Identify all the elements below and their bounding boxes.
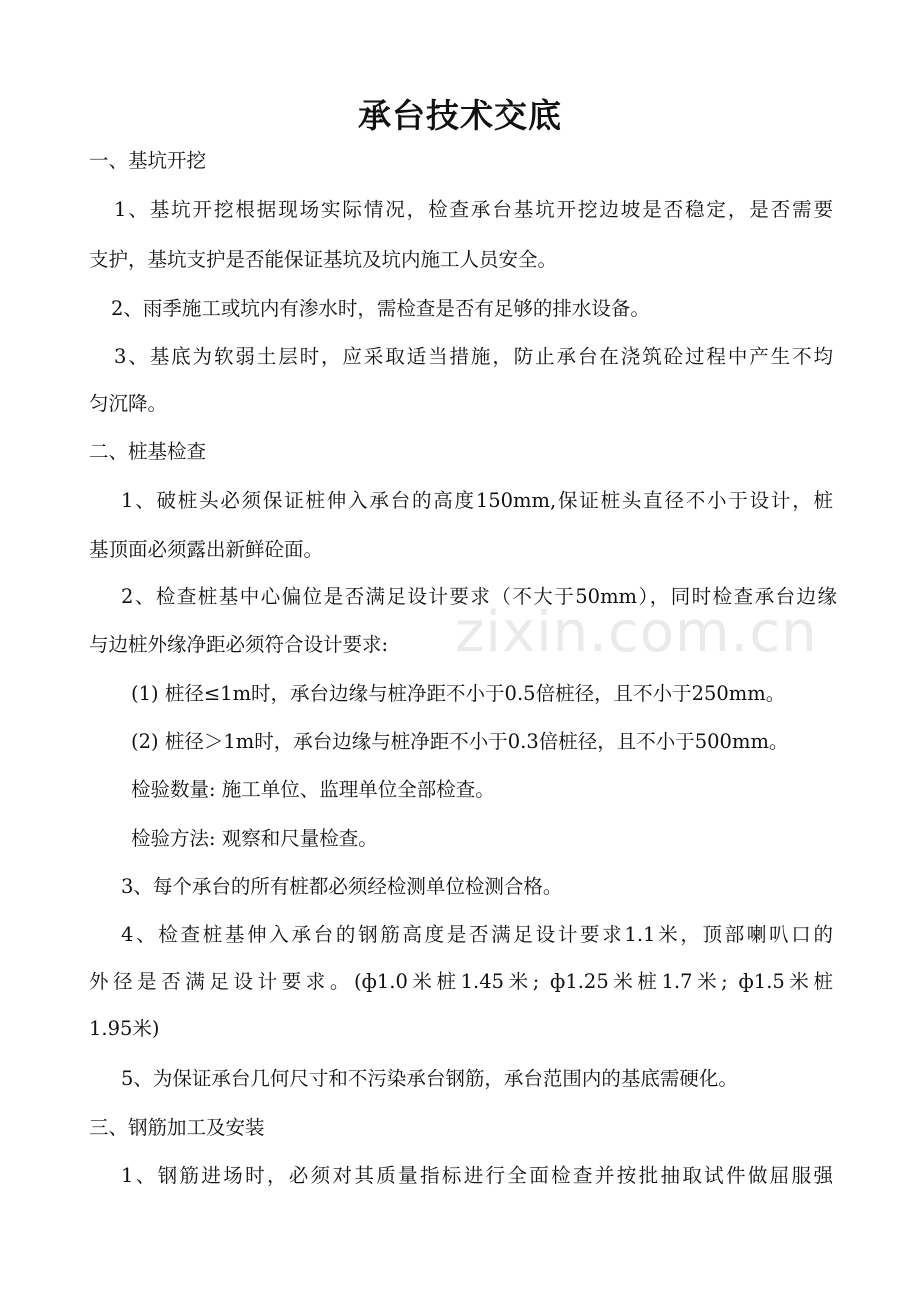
paragraph-line: 检验数量: 施工单位、监理单位全部检查。 [131, 778, 495, 801]
section-heading-rebar: 三、钢筋加工及安装 [89, 1116, 265, 1139]
paragraph-line: 2、检查桩基中心偏位是否满足设计要求（不大于50mm），同时检查承台边缘 [121, 585, 837, 608]
paragraph-line: 支护，基坑支护是否能保证基坑及坑内施工人员安全。 [89, 248, 558, 271]
paragraph-line: 2、雨季施工或坑内有渗水时，需检查是否有足够的排水设备。 [111, 297, 650, 320]
paragraph-line: 基顶面必须露出新鲜砼面。 [89, 538, 324, 561]
paragraph-line: 与边桩外缘净距必须符合设计要求: [89, 633, 389, 656]
paragraph-line: 外径是否满足设计要求。(ф1.0米桩1.45米; ф1.25米桩1.7米; ф1.5米桩 [89, 970, 833, 993]
paragraph-line: 1.95米) [89, 1017, 160, 1040]
paragraph-line: 3、基底为软弱土层时，应采取适当措施，防止承台在浇筑砼过程中产生不均 [114, 345, 833, 368]
paragraph-line: 匀沉降。 [89, 392, 168, 415]
paragraph-line: 3、每个承台的所有桩都必须经检测单位检测合格。 [121, 875, 563, 898]
paragraph-line: 1、钢筋进场时，必须对其质量指标进行全面检查并按批抽取试件做屈服强 [121, 1164, 833, 1187]
paragraph-line: 1、基坑开挖根据现场实际情况，检查承台基坑开挖边坡是否稳定，是否需要 [114, 198, 833, 221]
section-heading-excavation: 一、基坑开挖 [89, 149, 207, 172]
paragraph-line: 4、检查桩基伸入承台的钢筋高度是否满足设计要求1.1米，顶部喇叭口的 [121, 923, 833, 946]
section-heading-pile-check: 二、桩基检查 [89, 440, 207, 463]
watermark: zixin.com.cn [455, 600, 818, 665]
document-title: 承台技术交底 [358, 96, 562, 135]
paragraph-line: 检验方法: 观察和尺量检查。 [131, 827, 378, 850]
paragraph-line: 5、为保证承台几何尺寸和不污染承台钢筋，承台范围内的基底需硬化。 [121, 1067, 738, 1090]
paragraph-line: (1) 桩径≤1m时，承台边缘与桩净距不小于0.5倍桩径，且不小于250mm。 [131, 682, 786, 705]
paragraph-line: 1、破桩头必须保证桩伸入承台的高度150mm,保证桩头直径不小于设计，桩 [121, 489, 833, 512]
paragraph-line: (2) 桩径＞1m时，承台边缘与桩净距不小于0.3倍桩径，且不小于500mm。 [131, 730, 789, 753]
